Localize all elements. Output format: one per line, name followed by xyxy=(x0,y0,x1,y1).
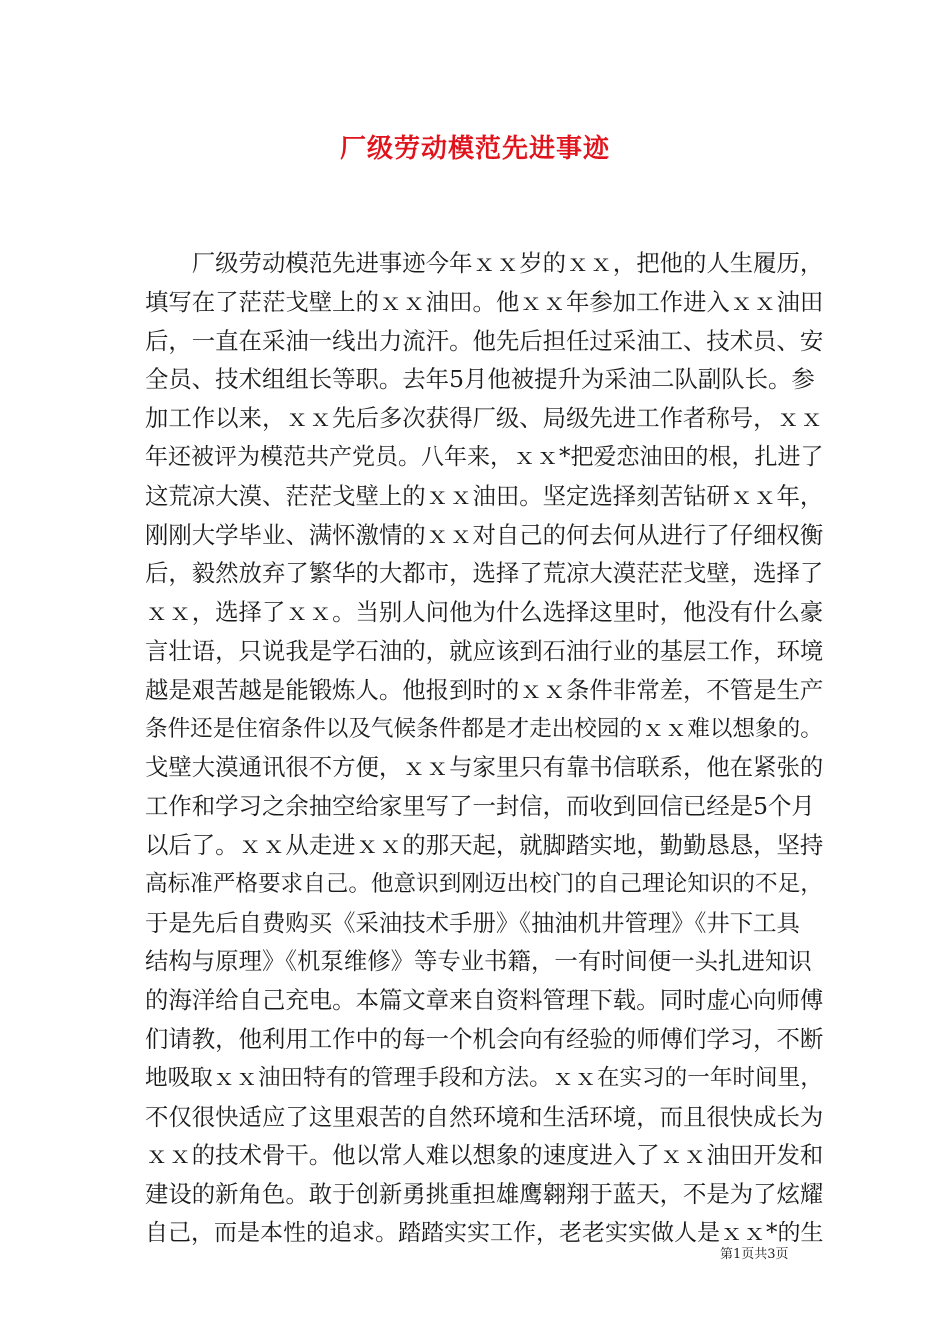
text-line: 这荒凉大漠、茫茫戈壁上的ｘｘ油田。坚定选择刻苦钻研ｘｘ年， xyxy=(145,481,824,510)
text-line: ｘｘ的技术骨干。他以常人难以想象的速度进入了ｘｘ油田开发和 xyxy=(145,1141,824,1170)
text-line: 条件还是住宿条件以及气候条件都是才走出校园的ｘｘ难以想象的。 xyxy=(145,715,823,742)
text-line: 填写在了茫茫戈壁上的ｘｘ油田。他ｘｘ年参加工作进入ｘｘ油田 xyxy=(145,287,824,316)
text-line: 于是先后自费购买《采油技术手册》《抽油机井管理》《井下工具 xyxy=(145,908,800,937)
text-line: 年还被评为模范共产党员。八年来，ｘｘ*把爱恋油田的根，扎进了 xyxy=(145,443,824,470)
text-line: 们请教，他利用工作中的每一个机会向有经验的师傅们学习，不断 xyxy=(145,1024,824,1053)
text-line: 建设的新角色。敢于创新勇挑重担雄鹰翱翔于蓝天，不是为了炫耀 xyxy=(145,1180,824,1209)
page-number: 第1页共3页 xyxy=(720,1247,789,1262)
text-line: 越是艰苦越是能锻炼人。他报到时的ｘｘ条件非常差，不管是生产 xyxy=(145,675,824,704)
text-line: ｘｘ，选择了ｘｘ。当别人问他为什么选择这里时，他没有什么豪 xyxy=(145,598,824,627)
text-line: 的海洋给自己充电。本篇文章来自资料管理下载。同时虚心向师傅 xyxy=(145,986,824,1015)
text-line: 戈壁大漠通讯很不方便，ｘｘ与家里只有靠书信联系，他在紧张的 xyxy=(145,753,824,782)
text-line: 以后了。ｘｘ从走进ｘｘ的那天起，就脚踏实地，勤勤恳恳，坚持 xyxy=(145,830,824,859)
text-line: 高标准严格要求自己。他意识到刚迈出校门的自己理论知识的不足， xyxy=(145,870,823,897)
text-line: 不仅很快适应了这里艰苦的自然环境和生活环境，而且很快成长为 xyxy=(145,1102,824,1131)
text-line: 结构与原理》《机泵维修》等专业书籍，一有时间便一头扎进知识 xyxy=(145,947,812,976)
text-line: 厂级劳动模范先进事迹今年ｘｘ岁的ｘｘ，把他的人生履历， xyxy=(145,249,824,277)
text-line: 地吸取ｘｘ油田特有的管理手段和方法。ｘｘ在实习的一年时间里， xyxy=(145,1064,823,1091)
text-line: 后，一直在采油一线出力流汗。他先后担任过采油工、技术员、安 xyxy=(145,326,824,355)
text-line: 言壮语，只说我是学石油的，就应该到石油行业的基层工作，环境 xyxy=(145,636,824,665)
document-title: 厂级劳动模范先进事迹 xyxy=(339,134,610,164)
text-line: 刚刚大学毕业、满怀激情的ｘｘ对自己的何去何从进行了仔细权衡 xyxy=(145,520,824,549)
text-line: 全员、技术组组长等职。去年5月他被提升为采油二队副队长。参 xyxy=(145,365,815,394)
text-line: 加工作以来，ｘｘ先后多次获得厂级、局级先进工作者称号，ｘｘ xyxy=(145,404,824,433)
body-paragraph xyxy=(145,244,825,1253)
text-line: 自己，而是本性的追求。踏踏实实工作，老老实实做人是ｘｘ*的生 xyxy=(145,1219,824,1246)
text-line: 工作和学习之余抽空给家里写了一封信，而收到回信已经是5个月 xyxy=(145,792,815,821)
text-line: 后，毅然放弃了繁华的大都市，选择了荒凉大漠茫茫戈壁，选择了 xyxy=(145,559,824,588)
